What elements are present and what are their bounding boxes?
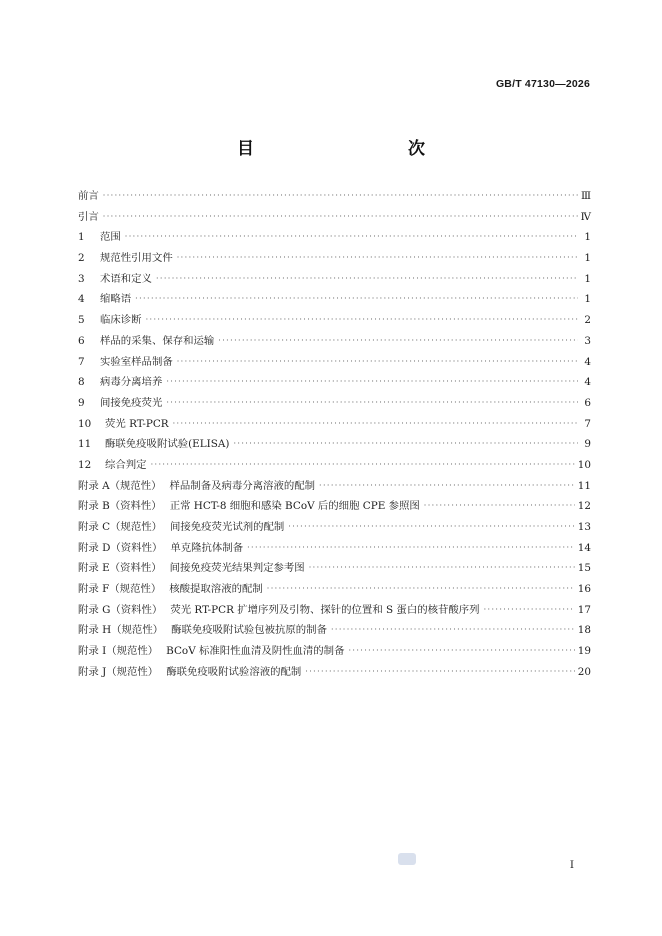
toc-entry-number: 1 (78, 231, 85, 244)
toc-entry-page: 2 (584, 314, 591, 327)
toc-entry-number: 4 (78, 293, 85, 306)
toc-entry[interactable] (78, 642, 591, 663)
toc-entry-appendix: 附录 C（规范性） (78, 521, 162, 533)
toc-entry-number: 2 (78, 252, 85, 265)
toc-entry-title: 实验室样品制备 (100, 355, 173, 368)
toc-entry-appendix: 附录 A（规范性） (78, 479, 162, 492)
toc-entry-page: 12 (577, 500, 591, 513)
toc-entry-label (78, 663, 301, 678)
toc-entry[interactable] (78, 415, 591, 436)
toc-entry-title: 样品制备及病毒分离溶液的配制 (169, 479, 316, 492)
toc-entry-appendix: 附录 G（资料性） (78, 603, 163, 616)
toc-entry-page: 6 (584, 396, 591, 409)
toc-entry-number: 3 (78, 272, 85, 285)
toc-entry-page: Ⅲ (580, 190, 591, 202)
toc-entry-label (78, 394, 162, 409)
toc-entry-title: 样品的采集、保存和运输 (100, 334, 215, 347)
toc-entry-label (78, 228, 121, 243)
toc-entry-label (78, 373, 162, 388)
toc-entry-page: 1 (584, 252, 591, 265)
toc-entry-number: 7 (78, 355, 85, 368)
toc-entry-title: 酶联免疫吸附试验(ELISA) (105, 438, 230, 451)
toc-entry-title: 酶联免疫吸附试验包被抗原的制备 (171, 624, 327, 637)
toc-leader-dots (484, 605, 575, 614)
toc-entry[interactable] (78, 373, 591, 394)
toc-entry-title: 间接免疫荧光试剂的配制 (170, 521, 285, 533)
toc-entry[interactable] (78, 353, 591, 374)
toc-leader-dots (166, 398, 578, 407)
toc-leader-dots (247, 543, 575, 552)
toc-entry-page: 16 (577, 583, 591, 596)
toc-leader-dots (125, 232, 578, 241)
toc-entry[interactable] (78, 270, 591, 291)
toc-entry-title: 综合判定 (105, 458, 147, 471)
toc-entry-title: 规范性引用文件 (100, 252, 173, 265)
watermark-logo (398, 853, 416, 865)
toc-entry-page: 3 (584, 334, 591, 347)
toc-entry-title: 正常 HCT-8 细胞和感染 BCoV 后的细胞 CPE 参照图 (169, 500, 420, 513)
toc-leader-dots (424, 501, 575, 510)
toc-entry-title: 间接免疫荧光结果判定参考图 (169, 562, 305, 575)
toc-entry[interactable] (78, 311, 591, 332)
toc-entry[interactable] (78, 601, 591, 622)
toc-entry-label (78, 477, 315, 492)
toc-entry-label (78, 415, 169, 430)
page-number: I (569, 859, 574, 871)
toc-entry-page: 11 (577, 479, 591, 492)
toc-entry-appendix: 附录 I（规范性） (78, 645, 159, 658)
toc-entry-title: 荧光 RT-PCR 扩增序列及引物、探针的位置和 S 蛋白的核苷酸序列 (170, 603, 480, 616)
toc-entry-page: 20 (577, 665, 591, 678)
toc-entry-appendix: 附录 H（规范性） (78, 624, 164, 637)
toc-entry-page: 14 (577, 541, 591, 554)
toc-entry[interactable] (78, 497, 591, 518)
toc-entry[interactable] (78, 249, 591, 270)
toc-entry-page: 7 (584, 417, 591, 430)
toc-entry-label (78, 497, 420, 512)
toc-entry[interactable] (78, 456, 591, 477)
toc-entry-label (78, 270, 152, 285)
toc-entry[interactable] (78, 559, 591, 580)
toc-entry-title: 术语和定义 (100, 272, 152, 285)
toc-entry-number: 8 (78, 376, 85, 389)
toc-entry-label (78, 601, 480, 616)
toc-entry-page: 18 (577, 624, 591, 637)
standard-code: GB/T 47130—2026 (495, 78, 590, 90)
toc-entry-title: 范围 (100, 231, 121, 244)
toc-entry[interactable] (78, 290, 591, 311)
toc-entry-appendix: 附录 J（规范性） (78, 665, 159, 678)
toc-entry[interactable] (78, 539, 591, 560)
toc-entry[interactable] (78, 663, 591, 684)
toc-entry-label (78, 518, 284, 533)
toc-entry-page: 15 (577, 562, 591, 575)
table-of-contents (78, 187, 591, 684)
toc-entry-title: 间接免疫荧光 (100, 396, 163, 409)
toc-entry-title: 酶联免疫吸附试验溶液的配制 (166, 665, 302, 678)
toc-leader-dots (166, 377, 578, 386)
toc-entry-number: 6 (78, 334, 85, 347)
toc-entry-label (78, 311, 142, 326)
toc-entry-title: 病毒分离培养 (100, 376, 163, 389)
toc-entry-label (78, 539, 243, 554)
toc-entry-label (78, 208, 99, 223)
toc-leader-dots (135, 294, 578, 303)
page-title: 目 次 (237, 139, 465, 159)
toc-leader-dots (146, 315, 578, 324)
toc-entry-page: 1 (584, 272, 591, 285)
toc-entry-title: 引言 (78, 210, 99, 223)
toc-entry-title: 核酸提取溶液的配制 (169, 583, 263, 596)
toc-entry-page: 9 (584, 438, 591, 451)
toc-leader-dots (177, 253, 578, 262)
toc-entry-page: Ⅳ (580, 210, 591, 223)
toc-entry[interactable] (78, 228, 591, 249)
toc-entry[interactable] (78, 332, 591, 353)
toc-entry-title: 临床诊断 (100, 314, 142, 327)
toc-leader-dots (103, 212, 578, 221)
toc-entry-appendix: 附录 D（资料性） (78, 541, 163, 554)
toc-entry-number: 12 (78, 458, 92, 471)
toc-entry[interactable] (78, 580, 591, 601)
toc-entry[interactable] (78, 518, 591, 539)
toc-leader-dots (309, 563, 575, 572)
toc-entry-label (78, 353, 173, 368)
toc-entry-title: 缩略语 (100, 293, 132, 306)
toc-leader-dots (177, 357, 578, 366)
toc-entry-number: 9 (78, 396, 85, 409)
toc-entry-appendix: 附录 F（规范性） (78, 583, 162, 596)
toc-entry-page: 13 (577, 521, 591, 533)
toc-leader-dots (331, 625, 575, 634)
toc-entry[interactable] (78, 621, 591, 642)
toc-entry-number: 11 (78, 438, 92, 451)
toc-entry[interactable] (78, 394, 591, 415)
toc-entry-page: 19 (577, 645, 591, 658)
toc-entry-number: 5 (78, 314, 85, 327)
toc-entry[interactable] (78, 187, 591, 208)
toc-entry-label (78, 187, 99, 202)
toc-entry-label (78, 559, 305, 574)
toc-entry-label (78, 456, 147, 471)
toc-entry-title: 前言 (78, 190, 99, 202)
toc-entry-label (78, 290, 131, 305)
toc-leader-dots (267, 584, 575, 593)
toc-entry-page: 4 (584, 376, 591, 389)
toc-entry-page: 10 (577, 458, 591, 471)
toc-leader-dots (218, 336, 578, 345)
toc-entry-title: 单克隆抗体制备 (170, 541, 244, 554)
toc-entry-appendix: 附录 E（资料性） (78, 562, 162, 575)
toc-entry-number: 10 (78, 417, 92, 430)
toc-entry-page: 4 (584, 355, 591, 368)
toc-entry-page: 17 (577, 603, 591, 616)
toc-leader-dots (173, 419, 578, 428)
toc-entry-label (78, 621, 327, 636)
toc-entry-page: 1 (584, 293, 591, 306)
toc-leader-dots (319, 481, 575, 490)
toc-entry-label (78, 435, 229, 450)
toc-leader-dots (305, 667, 574, 676)
toc-leader-dots (348, 646, 574, 655)
toc-leader-dots (103, 191, 578, 200)
toc-entry-label (78, 332, 214, 347)
toc-entry[interactable] (78, 208, 591, 229)
toc-entry-label (78, 642, 344, 657)
toc-entry[interactable] (78, 435, 591, 456)
toc-leader-dots (288, 522, 574, 531)
toc-entry-label (78, 580, 263, 595)
toc-entry-label (78, 249, 173, 264)
toc-entry-title: 荧光 RT-PCR (105, 417, 169, 430)
toc-leader-dots (156, 274, 578, 283)
toc-entry[interactable] (78, 477, 591, 498)
toc-entry-appendix: 附录 B（资料性） (78, 500, 162, 513)
toc-leader-dots (151, 460, 575, 469)
toc-entry-title: BCoV 标准阳性血清及阴性血清的制备 (166, 645, 345, 658)
toc-entry-page: 1 (584, 231, 591, 244)
toc-leader-dots (233, 439, 578, 448)
